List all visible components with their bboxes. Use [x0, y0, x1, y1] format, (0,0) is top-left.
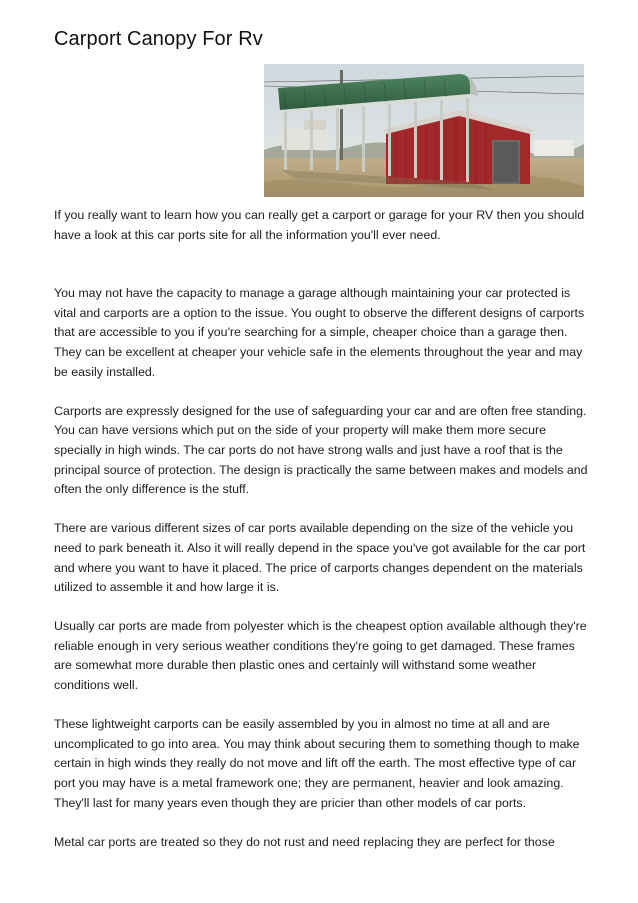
- paragraph: Metal car ports are treated so they do not rust and need replacing they are perfect for those: [54, 834, 555, 849]
- paragraph: There are various different sizes of car ports available depending on the size of the vehicle you need to park beneath it. Also it will really depend in the space you've got available for the car port and where you want to have it placed. The price of carports changes dependent on the materials utilized to assemble it and how large it is.: [54, 521, 586, 595]
- page-title: Carport Canopy For Rv: [54, 28, 263, 50]
- carport-photo: [264, 64, 584, 197]
- article-body: [54, 206, 594, 852]
- paragraph: Carports are expressly designed for the use of safeguarding your car and are often free standing. You can have versions which put on the side of your property will make them more secure specially in high winds. The car ports do not have strong walls and just have a roof that is the principal source of protection. The design is practically the same between makes and models and often the only difference is the stuff.: [54, 403, 588, 497]
- paragraph: Usually car ports are made from polyester which is the cheapest option available although they're reliable enough in very serious weather conditions they're going to get damaged. These frames are somewhat more durable then plastic ones and certainly will withstand some weather conditions well.: [54, 619, 587, 693]
- paragraph: These lightweight carports can be easily assembled by you in almost no time at all and are uncomplicated to go into area. You may think about securing them to something though to make certain in high winds they really do not move and lift off the earth. The most effective type of car port you may have is a metal framework one; they are permanent, heavier and look amazing. They'll last for many years even though they are pricier than other models of car ports.: [54, 717, 580, 810]
- paragraph: You may not have the capacity to manage a garage although maintaining your car protected is vital and carports are a option to the issue. You ought to observe the different designs of carports that are accessible to you if you're searching for a simple, cheaper choice than a garage then. They can be excellent at cheaper your vehicle safe in the elements throughout the year and may be easily installed.: [54, 286, 585, 379]
- paragraph: If you really want to learn how you can really get a carport or garage for your RV then you should have a look at this car ports site for all the information you'll ever need.: [54, 208, 585, 242]
